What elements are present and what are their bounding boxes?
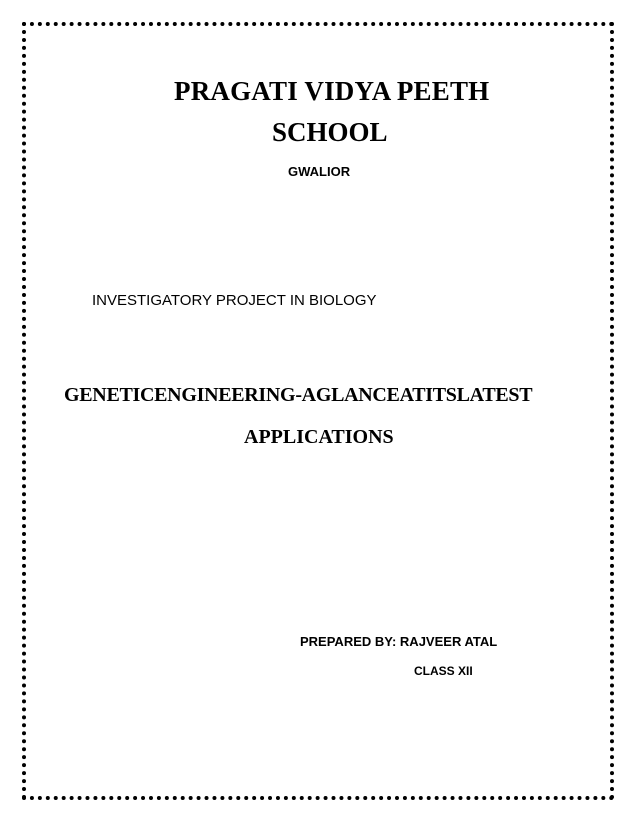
prepared-by: PREPARED BY: RAJVEER ATAL (300, 634, 498, 649)
school-name-line1: PRAGATI VIDYA PEETH (174, 76, 490, 106)
project-title-line1: GENETICENGINEERING-AGLANCEATITSLATEST (64, 384, 533, 406)
project-title-line2: APPLICATIONS (244, 426, 394, 448)
school-city: GWALIOR (288, 164, 351, 179)
project-type-heading: INVESTIGATORY PROJECT IN BIOLOGY (92, 292, 377, 309)
school-name-line2: SCHOOL (272, 117, 388, 147)
class-info: CLASS XII (414, 664, 473, 678)
